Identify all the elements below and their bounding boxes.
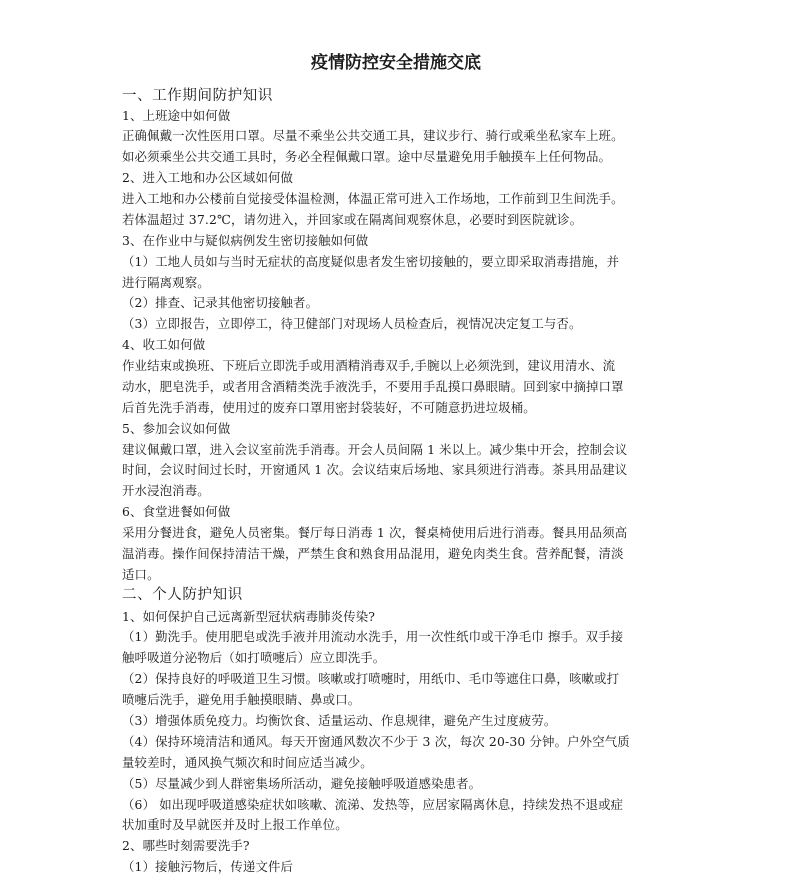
paragraph-line: （1）接触污物后，传递文件后 — [122, 859, 294, 874]
subheading: 6、食堂进餐如何做 — [122, 504, 231, 519]
subheading: 1、如何保护自己远离新型冠状病毒肺炎传染? — [122, 609, 376, 624]
paragraph-line: （6） 如出现呼吸道感染症状如咳嗽、流涕、发热等，应居家隔离休息，持续发热不退或症 — [122, 797, 624, 812]
paragraph-line: 喷嚏后洗手，避免用手触摸眼睛、鼻或口。 — [122, 692, 361, 707]
section-heading: 二、个人防护知识 — [122, 587, 243, 603]
subheading: 5、参加会议如何做 — [122, 421, 231, 436]
paragraph-line: 正确佩戴一次性医用口罩。尽量不乘坐公共交通工具，建议步行、骑行或乘坐私家车上班。 — [122, 128, 624, 143]
subheading: 2、哪些时刻需要洗手? — [122, 838, 250, 853]
paragraph-line: 开水浸泡消毒。 — [122, 483, 210, 498]
subheading: 3、在作业中与疑似病例发生密切接触如何做 — [122, 233, 369, 248]
paragraph-line: 采用分餐进食，避免人员密集。餐厅每日消毒 1 次，餐桌椅使用后进行消毒。餐具用品须高 — [122, 525, 628, 540]
subheading: 2、进入工地和办公区域如何做 — [122, 170, 294, 185]
paragraph-line: 作业结束或换班、下班后立即洗手或用酒精消毒双手,手腕以上必须洗到，建议用清水、流 — [122, 358, 616, 373]
paragraph-line: 如必须乘坐公共交通工具时，务必全程佩戴口罩。途中尽量避免用手触摸车上任何物品。 — [122, 149, 612, 164]
paragraph-line: 建议佩戴口罩，进入会议室前洗手消毒。开会人员间隔 1 米以上。减少集中开会，控制会议 — [122, 442, 628, 457]
paragraph-line: 若体温超过 37.2℃，请勿进入，并回家或在隔离间观察休息，必要时到医院就诊。 — [122, 212, 583, 227]
paragraph-line: 状加重时及早就医并及时上报工作单位。 — [122, 817, 348, 832]
section-heading: 一、工作期间防护知识 — [122, 88, 273, 104]
paragraph-line: 时间，会议时间过长时，开窗通风 1 次。会议结束后场地、家具须进行消毒。茶具用品建议 — [122, 462, 628, 477]
paragraph-line: （3）增强体质免疫力。均衡饮食、适量运动、作息规律，避免产生过度疲劳。 — [122, 713, 557, 728]
paragraph-line: （1）勤洗手。使用肥皂或洗手液并用流动水洗手，用一次性纸巾或干净毛巾 擦手。双手接 — [122, 629, 624, 644]
paragraph-line: 量较差时，通风换气频次和时间应适当减少。 — [122, 755, 373, 770]
paragraph-line: （3）立即报告，立即停工，待卫健部门对现场人员检查后，视情况决定复工与否。 — [122, 316, 582, 331]
paragraph-line: 进行隔离观察。 — [122, 275, 210, 290]
paragraph-line: 动水，肥皂洗手，或者用含酒精类洗手液洗手，不要用手乱摸口鼻眼睛。回到家中摘掉口罩 — [122, 379, 624, 394]
paragraph-line: （5）尽量减少到人群密集场所活动，避免接触呼吸道感染患者。 — [122, 776, 482, 791]
paragraph-line: 后首先洗手消毒，使用过的废弃口罩用密封袋装好，不可随意扔进垃圾桶。 — [122, 400, 536, 415]
paragraph-line: （2）保持良好的呼吸道卫生习惯。咳嗽或打喷嚏时，用纸巾、毛巾等遮住口鼻，咳嗽或打 — [122, 671, 620, 686]
paragraph-line: 进入工地和办公楼前自觉接受体温检测，体温正常可进入工作场地，工作前到卫生间洗手。 — [122, 191, 624, 206]
paragraph-line: （2）排查、记录其他密切接触者。 — [122, 295, 319, 310]
paragraph-line: 温消毒。操作间保持清洁干燥，严禁生食和熟食用品混用，避免肉类生食。营养配餐，清淡 — [122, 546, 624, 561]
paragraph-line: （1）工地人员如与当时无症状的高度疑似患者发生密切接触的，要立即采取消毒措施，并 — [122, 254, 620, 269]
paragraph-line: （4）保持环境清洁和通风。每天开窗通风数次不少于 3 次，每次 20-30 分钟。户外空气质 — [122, 734, 630, 749]
paragraph-line: 触呼吸道分泌物后（如打喷嚏后）应立即洗手。 — [122, 650, 386, 665]
document-title: 疫情防控安全措施交底 — [311, 53, 481, 73]
subheading: 4、收工如何做 — [122, 337, 206, 352]
paragraph-line: 适口。 — [122, 567, 160, 582]
subheading: 1、上班途中如何做 — [122, 108, 231, 123]
